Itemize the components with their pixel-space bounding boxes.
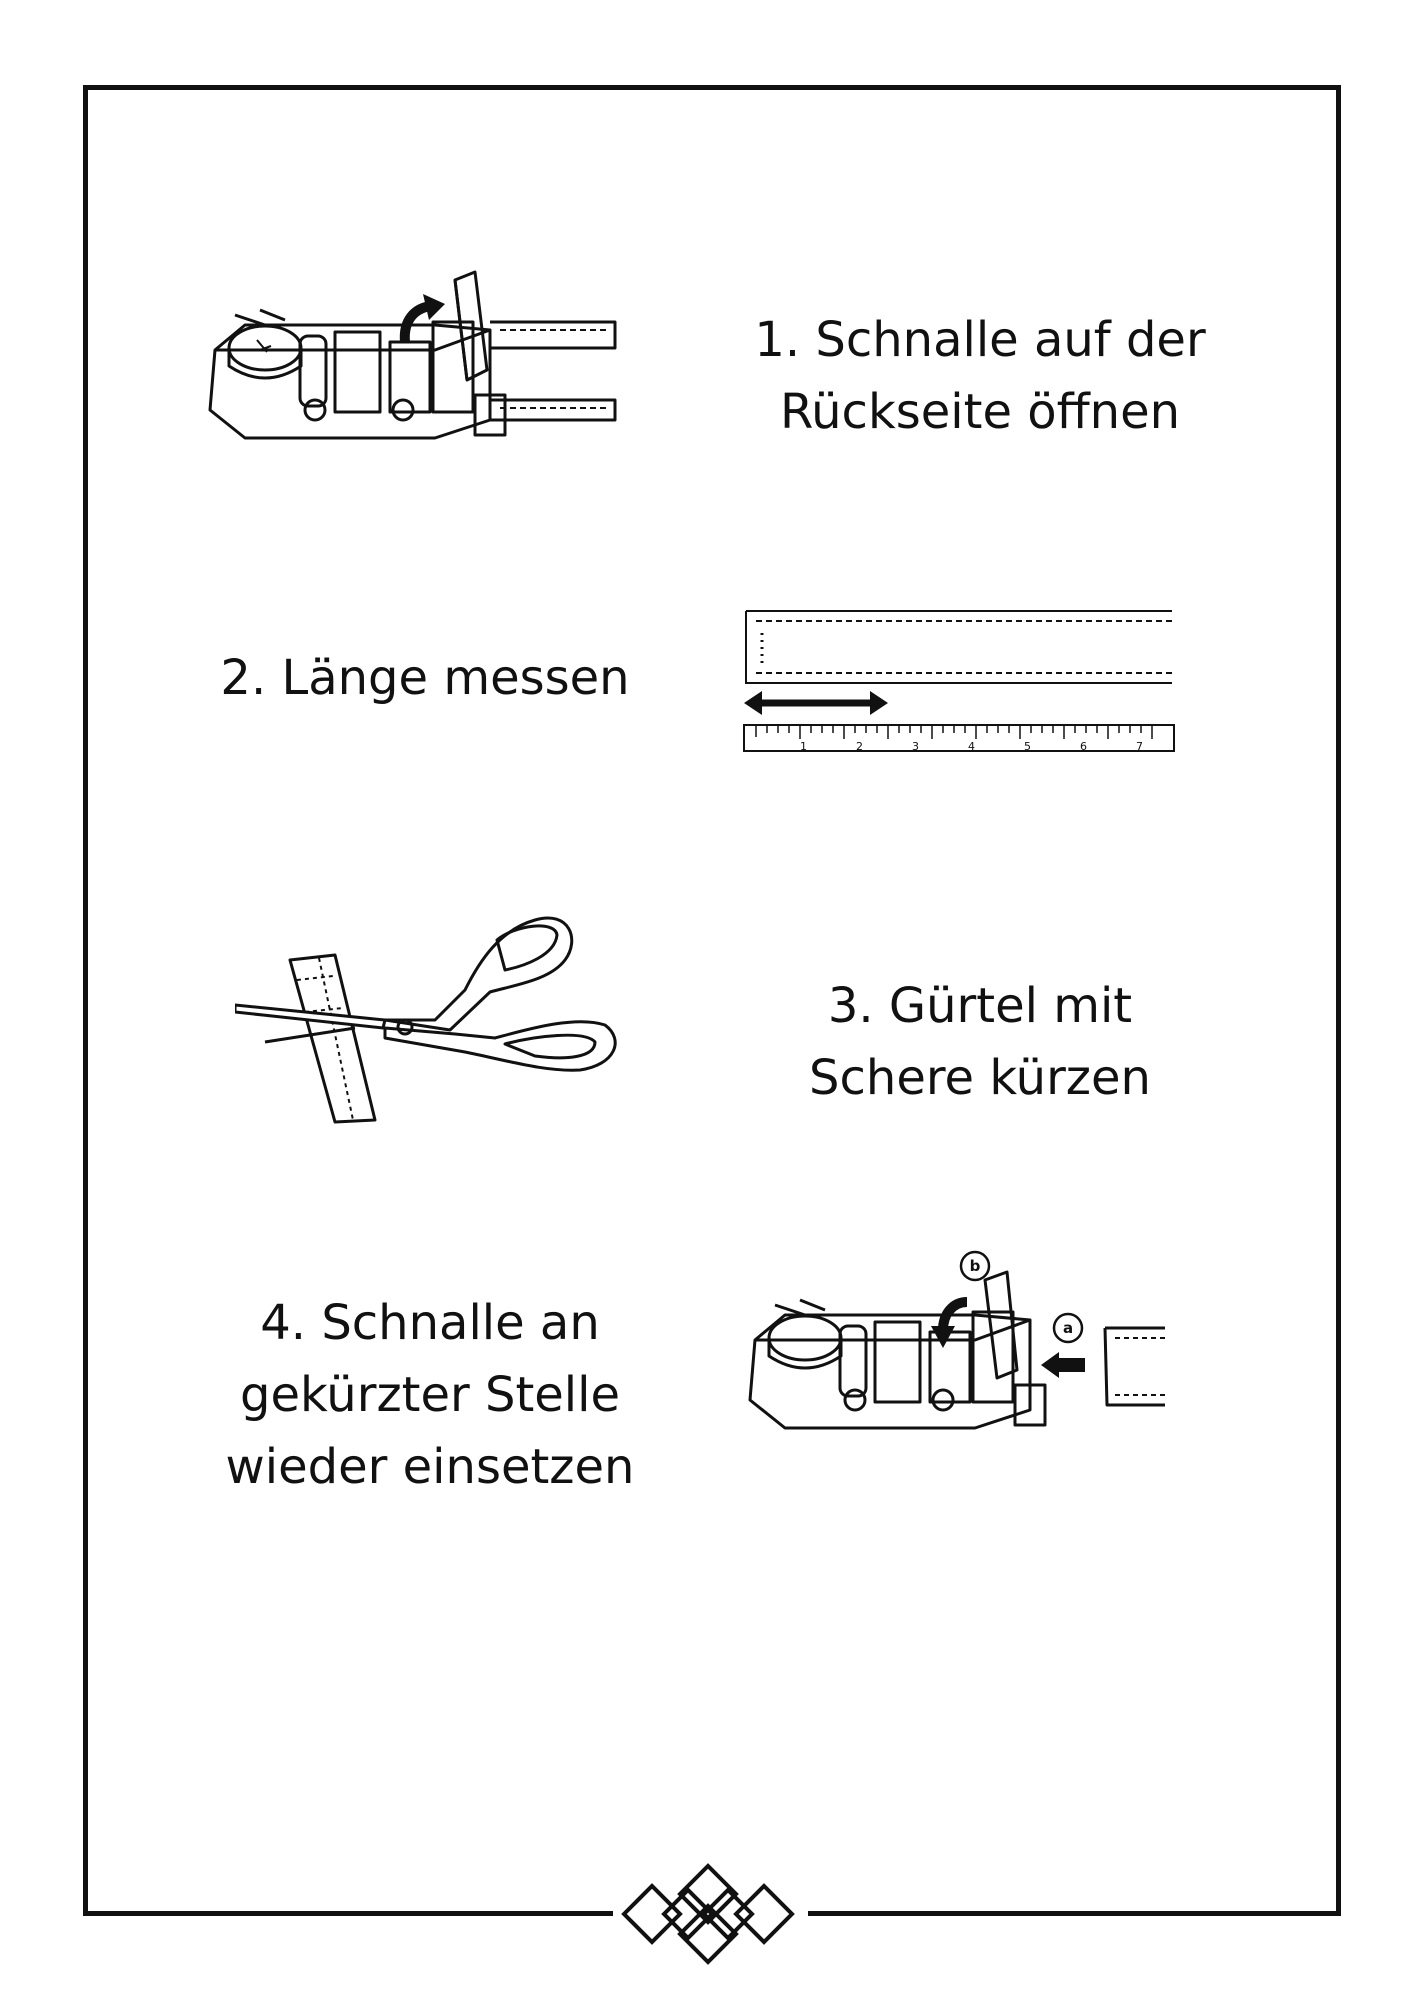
label-b: b — [969, 1257, 981, 1275]
border-bottom-left — [83, 1911, 613, 1916]
ruler-tick-2: 2 — [856, 740, 863, 753]
label-a: a — [1062, 1319, 1074, 1337]
ruler-tick-5: 5 — [1024, 740, 1031, 753]
ruler-tick-1: 1 — [800, 740, 807, 753]
buckle-open-icon — [205, 270, 630, 450]
step-4-text: 4. Schnalle an gekürzter Stelle wieder einsetzen — [225, 1295, 635, 1495]
ruler-tick-7: 7 — [1136, 740, 1143, 753]
ruler-tick-4: 4 — [968, 740, 975, 753]
ruler-tick-3: 3 — [912, 740, 919, 753]
border-bottom-right — [808, 1911, 1341, 1916]
buckle-insert-icon — [745, 1240, 1175, 1440]
belt-measure-icon — [742, 605, 1182, 755]
ornament-icon — [620, 1862, 796, 1966]
border-top — [83, 85, 1341, 90]
scissors-cut-icon — [235, 900, 625, 1130]
step-2-text: 2. Länge messen — [220, 650, 630, 706]
border-left — [83, 85, 88, 1916]
border-right — [1336, 85, 1341, 1916]
step-3-text: 3. Gürtel mit Schere kürzen — [809, 978, 1151, 1106]
ruler-tick-6: 6 — [1080, 740, 1087, 753]
step-1-text: 1. Schnalle auf der Rückseite öffnen — [754, 312, 1206, 440]
